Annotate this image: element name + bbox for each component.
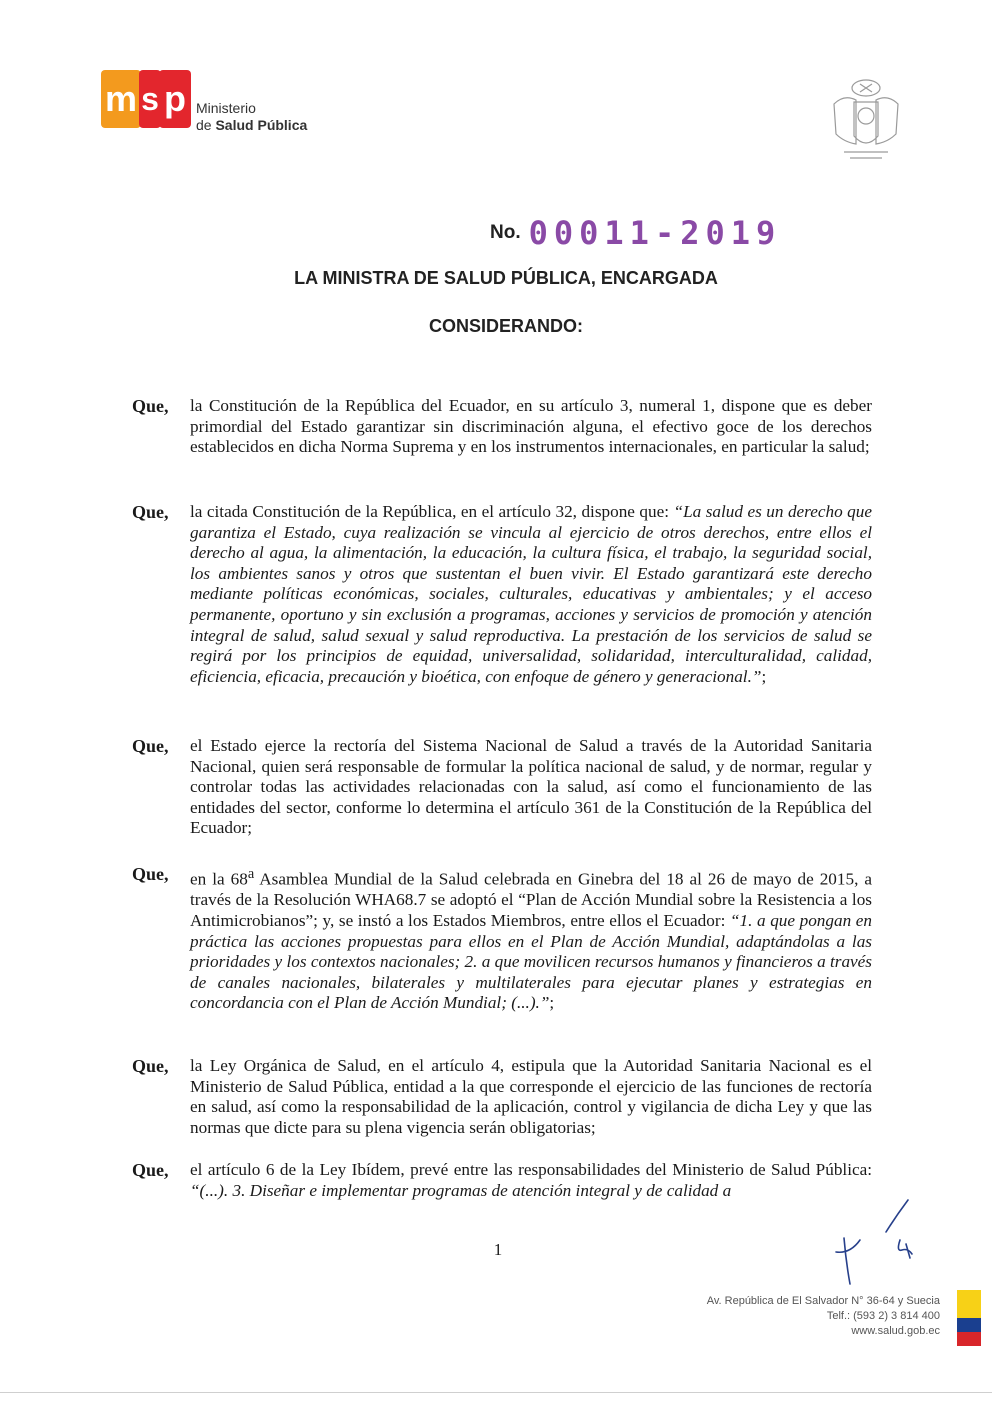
page-number: 1 xyxy=(493,1240,503,1259)
clause-text: la Constitución de la República del Ecuador, en su artículo 3, numeral 1, dispone que es deber primordial del Estado garantizar sin discriminación alguna, el efectivo goce de los derechos establecidos en dicha Norma Suprema y en los instrumentos internacionales, en particular la salud; xyxy=(190,396,872,457)
ordinal-superscript: a xyxy=(247,866,255,882)
clause-quote: “1. a que pongan en práctica las acciones propuestas para ellos en el Plan de Acción Mundial, adaptándolas a las prioridades y los contextos nacionales; 2. a que movilicen recursos humanos y financieros a través de canales nacionales, bilaterales y multilaterales para ejecutar planes y estrategias en concordancia con el Plan de Acción Mundial; (...).” xyxy=(190,910,872,1013)
clause-3 xyxy=(132,736,872,839)
clause-text: el Estado ejerce la rectoría del Sistema Nacional de Salud a través de la Autoridad Sanitaria Nacional, quien será responsable de formular la política nacional de salud, y de normar, regular y controlar todas las actividades relacionadas con la salud, así como el funcionamiento de las entidades del sector, conforme lo determina el artículo 361 de la Constitución de la República del Ecuador; xyxy=(190,736,872,838)
clause-1 xyxy=(132,396,872,458)
ecuador-flag-stripe xyxy=(957,1290,981,1346)
document-number xyxy=(490,214,781,252)
footer-website: www.salud.gob.ec xyxy=(851,1325,940,1337)
number-label: No. xyxy=(490,222,521,243)
clause-label: Que, xyxy=(132,396,169,416)
logo-letter-m: m xyxy=(101,70,141,128)
logo-line-2: de Salud Pública xyxy=(196,117,308,133)
clause-text: el artículo 6 de la Ley Ibídem, prevé entre las responsabilidades del Ministerio de Salud Pública: “(...). 3. Diseñar e implementar programas de atención integral y de calidad a xyxy=(190,1160,872,1200)
document-heading: LA MINISTRA DE SALUD PÚBLICA, ENCARGADA xyxy=(294,268,718,288)
clause-4 xyxy=(132,864,872,1014)
clause-quote: “La salud es un derecho que garantiza el Estado, cuya realización se vincula al ejercicio de otros derechos, entre ellos el derecho al agua, la alimentación, la educación, la cultura física, el trabajo, la seguridad social, los ambientes sanos y otros que sustentan el buen vivir. El Estado garantizará este derecho mediante políticas económicas, sociales, culturales, educativas y ambientales; y el acceso permanente, oportuno y sin exclusión a programas, acciones y servicios de promoción y atención integral de salud, salud sexual y salud reproductiva. La prestación de los servicios de salud se regirá por los principios de equidad, universalidad, solidaridad, interculturalidad, calidad, eficiencia, eficacia, precaución y bioética, con enfoque de género y generacional.” xyxy=(190,502,872,686)
clause-label: Que, xyxy=(132,736,169,756)
logo-letter-p: p xyxy=(159,70,191,128)
clause-label: Que, xyxy=(132,502,169,522)
footer-address: Av. República de El Salvador N° 36-64 y Suecia xyxy=(706,1295,940,1307)
flag-blue xyxy=(957,1318,981,1332)
logo-letter-s: s xyxy=(139,70,161,128)
flag-red xyxy=(957,1332,981,1346)
clause-label: Que, xyxy=(132,1160,169,1180)
clause-5 xyxy=(132,1056,872,1138)
clause-quote: “(...). 3. Diseñar e implementar programas de atención integral y de calidad a xyxy=(190,1180,732,1200)
footer-phone: Telf.: (593 2) 3 814 400 xyxy=(826,1310,940,1322)
page-edge-line xyxy=(0,1392,992,1393)
flag-yellow xyxy=(957,1290,981,1318)
logo-line-1: Ministerio xyxy=(196,100,256,116)
clause-text: en la 68$^a$ Asamblea Mundial de la Salud celebrada en Ginebra del 18 al 26 de mayo de 2015, a través de la Resolución WHA68.7 se adoptó el “Plan de Acción Mundial sobre la Resistencia a los Antimicrobianos”; y, se instó a los Estados Miembros, entre ellos el Ecuador: “1. a que pongan en práctica las acciones propuestas para ellos en el Plan de Acción Mundial, adaptándolas a las prioridades y los contextos nacionales; 2. a que movilicen recursos humanos y financieros a través de canales nacionales, bilaterales y multilaterales para ejecutar planes y estrategias en concordancia con el Plan de Acción Mundial; (...).”; xyxy=(190,866,872,1013)
clause-text: la Ley Orgánica de Salud, en el artículo 4, estipula que la Autoridad Sanitaria Nacional es el Ministerio de Salud Pública, entidad a la que corresponde el ejercicio de las funciones de rectoría en salud, así como la responsabilidad de la aplicación, control y vigilancia de dicha Ley y que las normas que dicte para su plena vigencia serán obligatorias; xyxy=(190,1056,872,1137)
clause-label: Que, xyxy=(132,1056,169,1076)
clause-label: Que, xyxy=(132,864,169,884)
considerando-heading: CONSIDERANDO: xyxy=(428,316,583,336)
ministry-logo xyxy=(101,70,321,140)
number-stamp: 00011-2019 xyxy=(528,214,782,252)
footer-contact xyxy=(707,1294,940,1339)
signature-initials xyxy=(816,1192,926,1292)
clause-2 xyxy=(132,502,872,687)
logo-line-2-bold: Salud Pública xyxy=(215,117,308,133)
coat-of-arms-icon xyxy=(824,74,908,166)
logo-text xyxy=(196,100,307,134)
clause-text: la citada Constitución de la República, en el artículo 32, dispone que: “La salud es un derecho que garantiza el Estado, cuya realización se vincula al ejercicio de otros derechos, entre ellos el derecho al agua, la alimentación, la educación, la cultura física, el trabajo, la seguridad social, los ambientes sanos y otros que sustentan el buen vivir. El Estado garantizará este derecho mediante políticas económicas, sociales, culturales, educativas y ambientales; y el acceso permanente, oportuno y sin exclusión a programas, acciones y servicios de promoción y atención integral de salud, salud sexual y salud reproductiva. La prestación de los servicios de salud se regirá por los principios de equidad, universalidad, solidaridad, interculturalidad, calidad, eficiencia, eficacia, precaución y bioética, con enfoque de género y generacional.”; xyxy=(190,502,872,686)
clause-6 xyxy=(132,1160,872,1201)
